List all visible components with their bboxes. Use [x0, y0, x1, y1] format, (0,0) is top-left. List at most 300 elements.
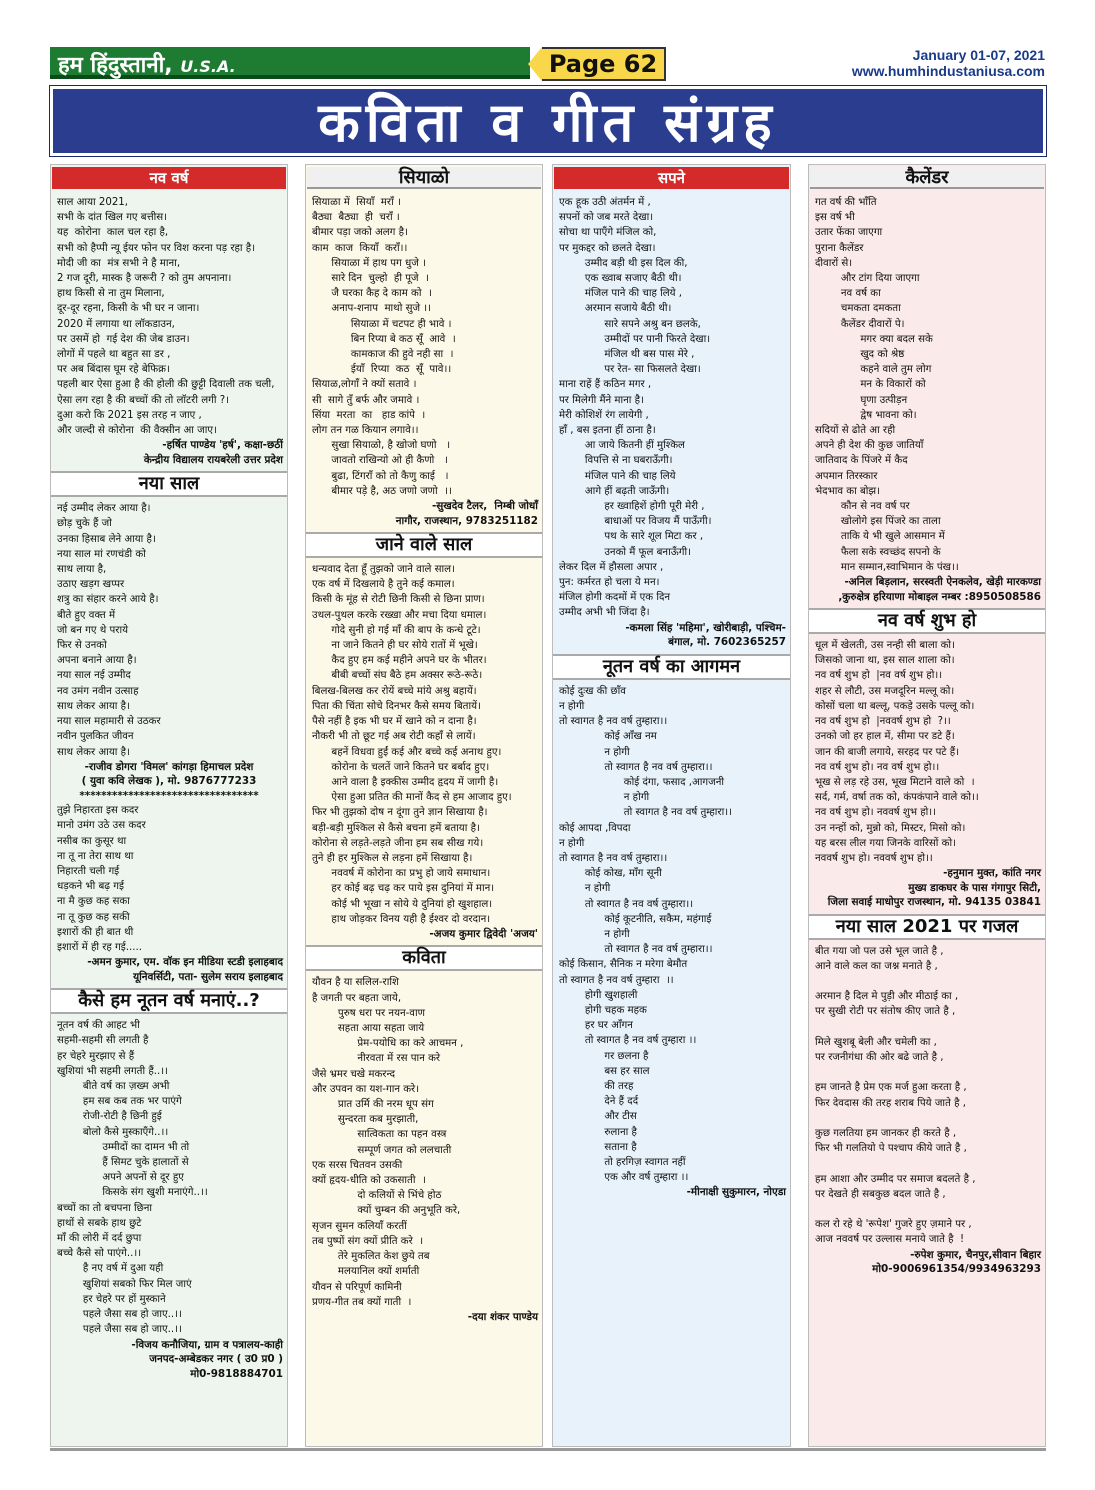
text-line: हाथ जोड़कर विनय यही है ईश्वर दो वरदान।	[312, 913, 491, 925]
text-line: अरमान है दिल मे पुड़ी और मीठाई का ,	[815, 991, 959, 1003]
poem-author	[51, 760, 287, 789]
text-line: न होगी	[559, 746, 630, 758]
text-line: नया साल नई उम्मीद	[57, 670, 131, 682]
text-line: फैला सके स्वच्छंद सपनो के	[815, 546, 941, 558]
text-line: नव वर्ष शुभ हो |नववर्ष शुभ हो ?।।	[815, 716, 951, 728]
text-line: माँ की लोरी में दर्द छुपा	[57, 1233, 142, 1245]
text-line: तो स्वागत है नव वर्ष तुम्हारा।।	[559, 807, 732, 819]
text-line: इस वर्ष भी	[815, 212, 855, 224]
text-line: नववर्ष शुभ हो। नववर्ष शुभ हो।।	[815, 852, 933, 864]
text-line: कहने वाले तुम लोग	[815, 364, 932, 376]
text-line: पर मुकद्दर को छलते देखा।	[559, 242, 656, 254]
poem-body	[553, 684, 790, 1186]
text-line: पहले जैसा सब हो जाए..।।	[57, 1309, 182, 1321]
text-line: यौवन है या सलिल-राशि	[312, 977, 399, 989]
text-line: साथ लेकर आया है।	[57, 746, 130, 758]
text-line: इशारों की ही बात थी	[57, 926, 134, 938]
text-line: कोई कोख, माँग सूनी	[559, 868, 662, 880]
text-line: ना मै कुछ कह सका	[57, 896, 130, 908]
poem-title: सपने	[554, 167, 789, 189]
text-line: लेकर दिल में हौसला अपार ,	[559, 561, 664, 573]
text-line: -अजय कुमार द्विवेदी 'अजय'	[429, 927, 538, 940]
text-line: बीबी बच्चों संघ बैठे हम अक्सर रूठे-रूठे।	[312, 670, 483, 682]
text-line: नव वर्ष शुभ हो। नववर्ष शुभ हो।।	[815, 807, 937, 819]
poem-body	[306, 975, 542, 1309]
text-line: बोलो कैसे मुस्काएँगे..।।	[57, 1126, 169, 1138]
text-line: प्रणय-गीत तब क्यों गाती ।	[312, 1296, 412, 1308]
text-line: नव उमंग नवीन उत्साह	[57, 685, 139, 697]
text-line: पथ के सारे शूल मिटा कर ,	[559, 531, 704, 543]
text-line: पुराना कैलेंडर	[815, 242, 864, 254]
text-line: हम जानते है प्रेम एक मर्ज हुआ करता है ,	[815, 1082, 967, 1094]
text-line: सपनों को जब मरते देखा।	[559, 212, 654, 224]
text-line	[815, 1111, 1041, 1126]
text-line: अनाप-शनाप माथो सुजे ।।	[312, 303, 431, 315]
text-line: कैद हुए हम कई महीने अपने घर के भीतर।	[312, 655, 487, 667]
text-line: कैलेंडर दीवारों पे।	[815, 318, 905, 330]
poem-title: नूतन वर्ष का आगमन	[553, 654, 790, 680]
text-line: की तरह	[559, 1080, 634, 1092]
poem-title: नव वर्ष शुभ हो	[809, 608, 1045, 634]
text-line: बच्चे कैसे सो पाएंगे..।।	[57, 1248, 142, 1260]
text-line: प्रात उर्मि की नरम धूप संग	[312, 1099, 434, 1111]
text-line: निहारती चली गई	[57, 866, 120, 878]
text-line: बिन रिप्या बे कठ सूँ आवे ।	[312, 333, 456, 345]
text-line: मानो उमंग उठे उस कदर	[57, 820, 146, 832]
text-line: क्यों हृदय-धीति को उकसाती ।	[312, 1175, 426, 1187]
text-line: ईयाँ रिप्या कठ सूँ पावे।।	[312, 364, 452, 376]
text-line: -रुपेश कुमार, चैनपुर,सीवान बिहार	[910, 1248, 1041, 1261]
text-line: उथल-पुथल करके रख्खा और मचा दिया धमाल।	[312, 609, 487, 621]
text-line: कौन से नव वर्ष पर	[815, 501, 910, 513]
text-line: गत वर्ष की भाँति	[815, 197, 877, 208]
text-line: नववर्ष में कोरोना का प्रभु हो जाये समाधान।	[312, 868, 491, 880]
text-line: और जल्दी से कोरोना की वैक्सीन आ जाए।	[57, 425, 217, 437]
text-line: सभी के दांत खिल गए बत्तीस।	[57, 212, 168, 224]
text-line: सियाळा में चटपट ही भावे ।	[312, 318, 452, 330]
text-line: फिर से उनको	[57, 640, 107, 652]
text-line: पर अब बिंदास घूम रहे बेफिक्र।	[57, 364, 170, 376]
text-line: पिता की चिंता सोचे दिनभर कैसे समय बितायें।	[312, 700, 481, 712]
text-line: और उपवन का यश-गान करे।	[312, 1083, 420, 1095]
text-line: बिलख-बिलख कर रोयें बच्चे मांये अश्रु बहायें।	[312, 685, 477, 697]
text-line: गोदे सुनी हो गई माँ की बाप के कन्धे टूटे।	[312, 624, 481, 636]
poem-body	[809, 195, 1045, 575]
poem-body	[809, 638, 1045, 866]
text-line: जिसको जाना था, इस साल शाला को।	[815, 655, 955, 667]
text-line: उनका हिसाब लेने आया है।	[57, 533, 156, 545]
page-number: Page 62	[542, 47, 666, 81]
text-line: नीरवता में रस पान करे	[312, 1053, 441, 1065]
text-line: नागौर, राजस्थान, 9783251182	[395, 514, 538, 527]
text-line: फिर भी तुझको दोष न दूंगा तुने ज्ञान सिखाया है।	[312, 807, 488, 819]
text-line: सियाळा में हाथ पग धुजे ।	[312, 257, 426, 269]
poem-title: सियाळो	[307, 167, 541, 189]
text-line: सहमी-सहमी सी लगती है	[57, 1035, 149, 1047]
text-line: सात्विकता का पहन वस्त्र	[312, 1129, 447, 1141]
column-3	[552, 164, 791, 1447]
text-line: बच्चों का तो बचपना छिना	[57, 1202, 153, 1214]
poem-author	[553, 1185, 790, 1200]
poem-title: कैसे हम नूतन वर्ष मनाएं..?	[51, 988, 287, 1014]
bottom-rule	[50, 1448, 1046, 1451]
text-line: खुशियां सबको फिर मिल जाएं	[57, 1278, 192, 1290]
text-line: तो स्वागत है नव वर्ष तुम्हारा।।	[559, 716, 668, 728]
text-line: पर मिलेगी मैंने माना है।	[559, 394, 644, 406]
text-line: देने हैं दर्द	[559, 1096, 639, 1108]
text-line: हम सब कब तक भर पाएंगे	[57, 1096, 182, 1108]
text-line: 2 गज दूरी, मास्क है जरूरी ? को तुम अपनाना।	[57, 273, 232, 285]
text-line: कोई किसान, सैनिक न मरेगा बेमौत	[559, 959, 688, 971]
text-line: कुछ गलतिया हम जानकर ही करते है ,	[815, 1128, 957, 1140]
text-line: उम्मीदों पर पानी फिरते देखा।	[559, 333, 711, 345]
text-line: केन्द्रीय विद्यालय रायबरेली उत्तर प्रदेश	[143, 453, 283, 466]
text-line: हर चेहरे पर हों मुस्काने	[57, 1293, 166, 1305]
poem-body	[51, 195, 287, 438]
text-line: मोदी जी का मंत्र सभी ने है माना,	[57, 257, 181, 269]
text-line: उनको मैं फूल बनाऊँगी।	[559, 546, 691, 558]
text-line: ( युवा कवि लेखक ), मो. 9876777233	[81, 775, 257, 788]
text-line: पहली बार ऐसा हुआ है की होली की छुट्टी दिवाली तक चली,	[57, 379, 275, 391]
text-line	[815, 1065, 1041, 1080]
text-line: शहर से लौटी, उस मजदूरिन मल्लू को।	[815, 685, 955, 697]
text-line: भूख से लड़ रहे उस, भूख मिटाने वाले को ।	[815, 776, 975, 788]
text-line: रोजी-रोटी है छिनी हुई	[57, 1111, 162, 1123]
text-line: मो0-9818884701	[190, 1367, 283, 1380]
text-line: है नए वर्ष में दुआ यही	[57, 1263, 164, 1275]
poem-author	[809, 575, 1045, 604]
text-line: एक वर्ष में दिखलाये है तुने कई कमाल।	[312, 579, 455, 591]
text-line: फिर भी गलतियो पे पश्चाप कीये जाते है ,	[815, 1143, 967, 1155]
text-line: बीत गया जो पल उसे भूल जाते है ,	[815, 945, 944, 957]
text-line: तो स्वागत है नव वर्ष तुम्हारा।।	[559, 944, 713, 956]
text-line: तुने ही हर मुश्किल से लड़ना हमें सिखाया है।	[312, 852, 473, 864]
text-line: ऐसा लग रहा है की बच्चों की तो लॉटरी लगी ?।	[57, 394, 229, 406]
text-line: प्रेम-पयोधि का करे आचमन ,	[312, 1038, 464, 1050]
text-line: गर छलना है	[559, 1050, 649, 1062]
text-line: ताकि ये भी खुले आसमान में	[815, 531, 945, 543]
text-line: तो स्वागत है नव वर्ष तुम्हारा।।	[559, 852, 668, 864]
text-line: तो स्वागत है नव वर्ष तुम्हारा।।	[559, 898, 694, 910]
text-line: सदियों से ढोते आ रही	[815, 425, 896, 437]
text-line: जावतो राखिन्यो ओ ही कैणो ।	[312, 455, 448, 467]
text-line: तो स्वागत है नव वर्ष तुम्हारा।।	[559, 761, 713, 773]
text-line: द्वेष भावना को।	[815, 409, 917, 421]
text-line: अपना बनाने आया है।	[57, 655, 137, 667]
poem-body	[51, 803, 287, 955]
text-line: बीते हुए वक्त में	[57, 609, 116, 621]
text-line: सृजन सुमन कलियाँ करतीं	[312, 1220, 407, 1232]
text-line: -अनिल बिड़लान, सरस्वती ऐनकलेव, खेड़ी मारकण्डा	[844, 576, 1041, 589]
text-line: मगर क्या बदल सके	[815, 333, 933, 345]
text-line: आज नववर्ष पर उल्लास मनाये जाते है !	[815, 1234, 965, 1246]
text-line: न होगी	[559, 700, 585, 712]
text-line: -सुखदेव टैलर, निम्बी जोधाँ	[431, 500, 538, 513]
text-line: कोई भी भूखा न सोये ये दुनियां हो खुशहाल।	[312, 898, 493, 910]
text-line: जनपद-अम्बेडकर नगर ( उ0 प्र0 )	[149, 1353, 283, 1365]
text-line: उन नन्हों को, मुन्नो को, मिस्टर, मिसो को।	[815, 822, 966, 834]
text-line: न होगी	[559, 837, 585, 849]
poem-body	[51, 1018, 287, 1337]
text-line: आने वाले कल का जश्न मनाते है ,	[815, 960, 938, 972]
text-line: बड़ी-बड़ी मुश्किल से कैसे बचना हमें बताया है।	[312, 822, 480, 834]
text-line: सिंया मरता का हाड कांपे ।	[312, 409, 426, 421]
text-line: कोई कूटनीति, सकैम, महंगाई	[559, 913, 712, 925]
text-line: और टीस	[559, 1111, 637, 1123]
text-line: दूर-दूर रहना, किसी के भी घर न जाना।	[57, 303, 200, 315]
text-line: बंगाल, मो. 7602365257	[668, 636, 786, 649]
brand-bar	[50, 47, 530, 79]
text-line: किसी के मूंह से रोटी छिनी किसी से छिना प्राण।	[312, 594, 485, 606]
text-line: पर रजनीगंधा की ओर बढे जाते है ,	[815, 1052, 944, 1064]
text-line: और टांग दिया जाएगा	[815, 273, 920, 285]
text-line: मन के विकारों को	[815, 379, 926, 391]
text-line: दुआ करो कि 2021 इस तरह न जाए ,	[57, 409, 202, 421]
text-line: बुढा, टिंगराँ को तो कैणु काई ।	[312, 470, 449, 482]
text-line: कोई आँख नम	[559, 731, 657, 743]
text-line: मंजिल पाने की चाह लिये ,	[559, 288, 683, 300]
text-line: किसके संग खुशी मनाएंगे..।।	[57, 1187, 208, 1199]
text-line: दीवारों से।	[815, 257, 853, 269]
issue-date: January 01-07, 2021	[912, 47, 1045, 63]
text-line: नवीन पुलकित जीवन	[57, 731, 134, 743]
text-line: चमकता दमकता	[815, 303, 901, 315]
text-line: -हनुमान मुक्त, कांति नगर	[943, 867, 1041, 880]
text-line: जातिवाद के पिंजरे में कैद	[815, 455, 908, 467]
text-line: साल आया 2021,	[57, 197, 129, 208]
poem-author	[809, 866, 1045, 910]
text-line: उम्मीद अभी भी जिंदा है।	[559, 607, 650, 619]
text-line: बस हर साल	[559, 1065, 650, 1077]
text-line: कोई दंगा, फसाद ,आगजनी	[559, 776, 724, 788]
text-line: पैसे नहीं है इक भी घर में खाने को न दाना है।	[312, 716, 477, 728]
text-line: उनको जो हर हाल में, सीमा पर डटे हैं।	[815, 731, 955, 743]
text-line: जान की बाजी लगाये, सरहद पर पटे हैं।	[815, 746, 960, 758]
text-line: आगे हीं बढ़ती जाऊँगी।	[559, 485, 670, 497]
text-line: 2020 में लगाया था लॉकडाउन,	[57, 318, 175, 330]
text-line: मेरी कोशिशें रंग लायेगी ,	[559, 409, 649, 421]
text-line: नया साल महामारी से उठकर	[57, 716, 161, 728]
text-line: -मीनाक्षी सुकुमारन, नोएडा	[686, 1186, 786, 1199]
text-line: अपमान तिरस्कार	[815, 470, 878, 482]
text-line: यह कोरोना काल चल रहा है,	[57, 227, 169, 239]
text-line: रुलाना है	[559, 1126, 637, 1138]
poem-title: कविता	[306, 945, 542, 971]
text-line: है जगती पर बहता जाये,	[312, 992, 402, 1004]
separator-stars: *********************************	[79, 789, 259, 802]
text-line: बहनें विधवा हुईं कई और बच्चे कई अनाथ हुए।	[312, 746, 502, 758]
text-line: धड़कने भी बढ़ गई	[57, 881, 124, 893]
banner-title: कविता व गीत संग्रह	[318, 90, 778, 154]
text-line: सियाळ,लोगाँ ने क्यों सतावे ।	[312, 379, 417, 391]
poem-author	[51, 955, 287, 984]
text-line: सताना है	[559, 1141, 637, 1153]
poem-title: जाने वाले साल	[306, 532, 542, 558]
text-line: -अमन कुमार, एम. वॉक इन मीडिया स्टडी इलाहबाद	[87, 956, 283, 969]
text-line: बीमार पड़ा जको अलग है।	[312, 227, 408, 239]
text-line: तेरे मुकलित केश छुये तब	[312, 1251, 430, 1263]
text-line: पुन: कर्मरत हो चला ये मन।	[559, 577, 660, 589]
text-line: हर घर आँगन	[559, 1020, 633, 1032]
column-2	[305, 164, 543, 1447]
text-line: सुखा सियाळो, है खोजो घणो ।	[312, 440, 451, 452]
text-line: मान सम्मान,स्वाभिमान के पंख।।	[815, 561, 959, 573]
text-line: नसीब का कुसूर था	[57, 835, 127, 847]
text-line: कोई आपदा ,विपदा	[559, 822, 631, 834]
poem-title: नया साल 2021 पर गजल	[809, 914, 1045, 940]
poem-author	[51, 1338, 287, 1382]
text-line: पर रेत- सा फिसलते देखा।	[559, 364, 701, 376]
top-bar	[50, 47, 1045, 83]
text-line: धन्यवाद देता हूँ तुझको जाने वाले साल।	[312, 564, 455, 576]
text-line: सभी को हैप्पी न्यू ईयर फोन पर विश करना पड़ रहा है।	[57, 242, 256, 254]
text-line: साथ लाया है,	[57, 564, 107, 576]
text-line: अपने अपनों से दूर हुए	[57, 1172, 184, 1184]
text-line: न होगी	[559, 928, 630, 940]
text-line: यूनिवर्सिटी, पता- सुलेम सराय इलाहबाद	[133, 970, 283, 983]
text-line: लोग तन गळ कियान लगावे।।	[312, 425, 419, 437]
text-line	[815, 974, 1041, 989]
text-line	[815, 1020, 1041, 1035]
text-line: एक और वर्ष तुम्हारा ।।	[559, 1172, 689, 1184]
text-line: उतार फेंका जाएगा	[815, 227, 883, 239]
text-line: खोलोगे इस पिंजरे का ताला	[815, 516, 941, 528]
newspaper-name: हम हिंदुस्तानी, U.S.A.	[58, 53, 236, 78]
text-line: नौकरी भी तो छूट गई अब रोटी कहाँ से लायें।	[312, 731, 476, 743]
text-line: सुन्दरता कब मुरझाती,	[312, 1114, 419, 1126]
text-line: बाधाओं पर विजय मैं पाऊँगी।	[559, 516, 712, 528]
text-line: छोड़ चुके हैं जो	[57, 518, 112, 530]
text-line: जिला सवाई माधोपुर राजस्थान, मो. 94135 03841	[827, 896, 1041, 909]
poem-author	[553, 621, 790, 650]
issue-date-and-website	[852, 47, 1045, 79]
text-line: धूल में खेलती, उस नन्ही सी बाला को।	[815, 640, 955, 652]
text-line: मिले खुशबू बेली और चमेली का ,	[815, 1036, 937, 1048]
text-line: हाथ किसी से ना तुम मिलाना,	[57, 288, 165, 300]
text-line: क्यों चुम्बन की अनुभूति करे,	[312, 1205, 461, 1217]
text-line: एक ख्वाब सजाए बैठी थी।	[559, 273, 682, 285]
text-line: जैसे भ्रमर चखे मकरन्द	[312, 1068, 396, 1080]
poem-title: नया साल	[51, 471, 287, 497]
text-line: मंजिल पाने की चाह लिये	[559, 470, 676, 482]
text-line: पुरुष धरा पर नयन-वाण	[312, 1007, 425, 1019]
text-line: अरमान सजाये बैठी थी।	[559, 303, 672, 315]
text-line: खुद को श्रेष्ठ	[815, 349, 905, 361]
text-line: बीमार पड़े है, अठ जणो जणो ।।	[312, 485, 452, 497]
text-line: तो स्वागत है नव वर्ष तुम्हारा ।।	[559, 974, 674, 986]
text-line: मो0-9006961354/9934963293	[872, 1263, 1041, 1276]
poem-author	[306, 927, 542, 942]
text-line: हर ख्वाहिशें होगी पूरी मेरी ,	[559, 501, 705, 513]
text-line: कोरोना के चलतें जाने कितने घर बर्बाद हुए।	[312, 761, 490, 773]
text-line: सर्द, गर्म, वर्षा तक को, कंपकंपाने वाले को।।	[815, 792, 979, 804]
poem-author	[809, 1248, 1045, 1277]
text-line: सारे दिन चुल्हो ही पूजे ।	[312, 273, 429, 285]
text-line: विपत्ति से ना घबराऊँगी।	[559, 455, 673, 467]
text-line: न होगी	[559, 792, 650, 804]
text-line: सियाळा में सियाँ मराँ ।	[312, 197, 401, 208]
text-line: सारे सपने अश्रु बन छलके,	[559, 318, 701, 330]
text-line: ऐसा हुआ प्रतित की मानों कैद से हम आजाद हुए।	[312, 792, 512, 804]
text-line: पर उसमें हो गई देश की जेब डाउन।	[57, 333, 190, 345]
website-link[interactable]: www.humhindustaniusa.com	[851, 63, 1045, 79]
poem-author	[51, 438, 287, 467]
text-line: सहता आया सहता जाये	[312, 1023, 425, 1035]
text-line: हर कोई बढ़ चढ़ कर पाये इस दुनियां में मान।	[312, 883, 495, 895]
text-line: फिर देवदास की तरह शराब पिये जाते है ,	[815, 1097, 966, 1109]
text-line	[815, 1202, 1041, 1217]
text-line: -दया शंकर पाण्डेय	[467, 1310, 538, 1323]
text-line: जै घरका कैह दे काम को ।	[312, 288, 432, 300]
text-line: नव वर्ष शुभ हो |नव वर्ष शुभ हो।।	[815, 670, 943, 682]
text-line: भेदभाव का बोझ।	[815, 485, 880, 497]
text-line: नव वर्ष का	[815, 288, 881, 300]
text-line: ना जाने कितने ही घर सोये रातों में भूखे।	[312, 640, 478, 652]
text-line: उठाए खड़ग खप्पर	[57, 579, 125, 591]
text-line: -हर्षित पाण्डेय 'हर्ष', कक्षा-छठीं	[162, 439, 283, 452]
text-line: आ जाये कितनी हीं मुश्किल	[559, 440, 685, 452]
poem-title: कैलेंडर	[810, 167, 1044, 189]
text-line: हैं सिमट चुके हालातों से	[57, 1157, 189, 1169]
text-line: हाँ , बस इतना हीं ठाना है।	[559, 425, 656, 437]
text-line: नव वर्ष शुभ हो। नव वर्ष शुभ हो।।	[815, 761, 940, 773]
text-line: जो बन गए थे पराये	[57, 624, 129, 636]
text-line: न होगी	[559, 883, 611, 895]
text-line: तुझे निहारता इस कदर	[57, 805, 139, 817]
text-line: मुख्य डाकघर के पास गंगापुर सिटी,	[908, 881, 1041, 894]
text-line: ना तू ना तेरा साथ था	[57, 850, 134, 862]
text-line: बीते वर्ष का ज़ख्म अभी	[57, 1081, 170, 1093]
text-line: यौवन से परिपूर्ण कामिनी	[312, 1281, 402, 1293]
text-line: उम्मीद बड़ी थी इस दिल की,	[559, 257, 688, 269]
text-line: मलयानिल क्यों शर्माती	[312, 1266, 420, 1278]
text-line: माना राहें हैं कठिन मगर ,	[559, 379, 652, 391]
poem-title: नव वर्ष	[52, 167, 286, 189]
text-line: -विजय कनौजिया, ग्राम व पत्रालय-काही	[131, 1338, 283, 1351]
text-line: बैठ्या बैठ्या ही चराँ ।	[312, 212, 400, 224]
text-line: कोरोना से लड़ते-लड़ते जीना हम सब सीख गये।	[312, 837, 484, 849]
text-line: सी सागे तुँ बर्फ और जमावे ।	[312, 394, 420, 406]
poem-body	[553, 195, 790, 621]
text-line: घृणा उत्पीड़न	[815, 394, 908, 406]
text-line: होगी चहक महक	[559, 1004, 647, 1016]
text-line: हम आशा और उम्मीद पर समाज बदलते है ,	[815, 1173, 976, 1185]
text-line: इशारों में ही रह गई.....	[57, 942, 142, 954]
poem-body	[809, 944, 1045, 1248]
text-line: एक सरस चितवन उसकी	[312, 1159, 403, 1171]
text-line: -राजीव डोगरा 'विमल' कांगड़ा हिमाचल प्रदेश	[84, 760, 254, 773]
text-line: दो कलियों से भिंचे होठ	[312, 1190, 442, 1202]
text-line: काम काज कियाँ कराँ।।	[312, 242, 408, 254]
text-line: मंजिल थी बस पास मेरे ,	[559, 349, 695, 361]
text-line: कोसों चला था बल्लू, पकड़े उसके पल्लू को।	[815, 700, 975, 712]
text-line: खुशियां भी सहमी लगती हैं..।।	[57, 1065, 168, 1077]
text-line: यह बरस लील गया जिनके वारिसों को।	[815, 837, 956, 849]
text-line: -कमला सिंह 'महिमा', खोरीबाड़ी, पश्चिम-	[625, 621, 786, 634]
text-line: हाथों से सबके हाथ छुटे	[57, 1217, 142, 1229]
poem-author	[306, 1310, 542, 1325]
poem-body	[306, 562, 542, 927]
text-line: पहले जैसा सब हो जाए..।।	[57, 1324, 182, 1336]
text-line: शत्रु का संहार करने आये है।	[57, 594, 159, 606]
text-line: ,कुरुक्षेत्र हरियाणा मोबाइल नम्बर :8950508586	[838, 590, 1041, 603]
text-line: कामकाज की हुवे नही सा ।	[312, 349, 454, 361]
section-banner	[50, 86, 1046, 156]
column-1	[50, 164, 288, 1447]
text-line: एक हूक उठी अंतर्मन में ,	[559, 197, 651, 208]
text-line: लोगों में पहले था बहुत सा डर ,	[57, 349, 171, 361]
text-line: अपने ही देश की कुछ जातियाँ	[815, 440, 924, 452]
